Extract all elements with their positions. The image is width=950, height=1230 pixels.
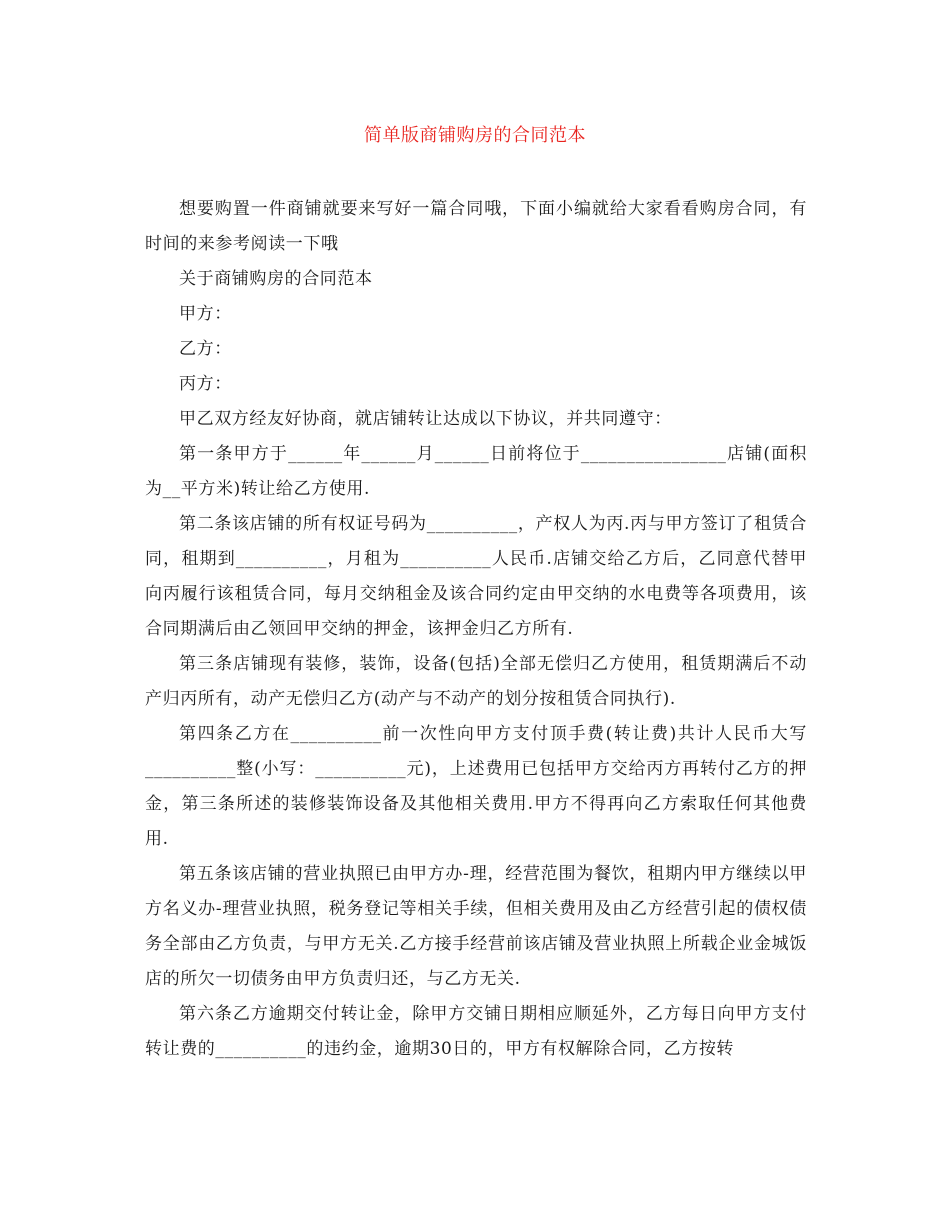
clause-1: 第一条甲方于______年______月______日前将位于________________店铺(面积为__平方米)转让给乙方使用. [145,444,807,499]
intro-paragraph: 想要购置一件商铺就要来写好一篇合同哦，下面小编就给大家看看购房合同，有时间的来参考阅读一下哦 [145,199,807,254]
party-b-line: 乙方： [179,339,232,359]
clause-4: 第四条乙方在__________前一次性向甲方支付顶手费(转让费)共计人民币大写__________整(小写：__________元)，上述费用已包括甲方交给丙方再转付乙方的押金，第三条所述的装修装饰设备及其他相关费用.甲方不得再向乙方索取任何其他费用. [145,724,807,849]
clause-2: 第二条该店铺的所有权证号码为__________，产权人为丙.丙与甲方签订了租赁合同，租期到__________，月租为__________人民币.店铺交给乙方后，乙同意代替甲向丙履行该租赁合同，每月交纳租金及该合同约定由甲交纳的水电费等各项费用，该合同期满后由乙领回甲交纳的押金，该押金归乙方所有. [145,514,807,639]
document-body [145,192,807,1067]
document-title: 简单版商铺购房的合同范本 [364,125,586,146]
agreement-preamble: 甲乙双方经友好协商，就店铺转让达成以下协议，并共同遵守： [179,409,672,429]
clause-3: 第三条店铺现有装修，装饰，设备(包括)全部无偿归乙方使用，租赁期满后不动产归丙所有，动产无偿归乙方(动产与不动产的划分按租赁合同执行). [145,654,807,709]
party-a-line: 甲方： [179,304,232,324]
subtitle-paragraph: 关于商铺购房的合同范本 [179,269,373,289]
clause-6: 第六条乙方逾期交付转让金，除甲方交铺日期相应顺延外，乙方每日向甲方支付转让费的__________的违约金，逾期30日的，甲方有权解除合同，乙方按转 [145,1004,807,1059]
party-c-line: 丙方： [179,374,232,394]
clause-5: 第五条该店铺的营业执照已由甲方办-理，经营范围为餐饮，租期内甲方继续以甲方名义办-理营业执照，税务登记等相关手续，但相关费用及由乙方经营引起的债权债务全部由乙方负责，与甲方无关.乙方接手经营前该店铺及营业执照上所载企业金城饭店的所欠一切债务由甲方负责归还，与乙方无关. [145,864,807,989]
